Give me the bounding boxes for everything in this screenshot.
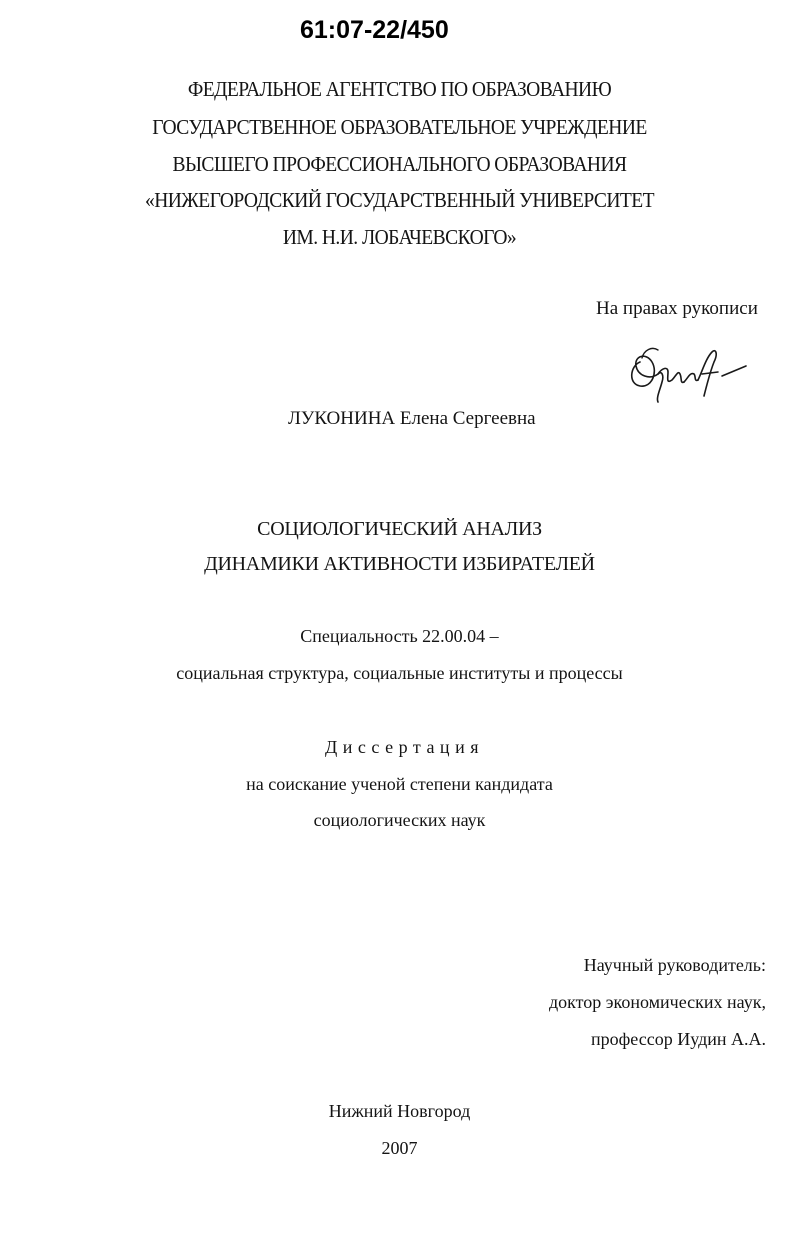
author-name: ЛУКОНИНА Елена Сергеевна: [288, 408, 536, 429]
header-line-agency: ФЕДЕРАЛЬНОЕ АГЕНТСТВО ПО ОБРАЗОВАНИЮ: [187, 77, 612, 101]
header-line-institution-type: ГОСУДАРСТВЕННОЕ ОБРАЗОВАТЕЛЬНОЕ УЧРЕЖДЕНИЕ: [152, 115, 647, 139]
year: 2007: [381, 1138, 418, 1158]
supervisor-name: профессор Иудин А.А.: [591, 1029, 766, 1049]
degree-line-2: социологических наук: [313, 810, 486, 830]
archive-stamp-code: 61:07-22/450: [300, 16, 449, 44]
thesis-title-line-2: ДИНАМИКИ АКТИВНОСТИ ИЗБИРАТЕЛЕЙ: [204, 553, 595, 575]
city: Нижний Новгород: [328, 1101, 471, 1121]
specialty-code: Специальность 22.00.04 –: [300, 626, 499, 646]
supervisor-label: Научный руководитель:: [583, 955, 766, 975]
thesis-title-line-1: СОЦИОЛОГИЧЕСКИЙ АНАЛИЗ: [257, 518, 542, 540]
header-line-education-level: ВЫСШЕГО ПРОФЕССИОНАЛЬНОГО ОБРАЗОВАНИЯ: [172, 152, 627, 176]
handwritten-signature: [622, 332, 752, 404]
rights-notice: На правах рукописи: [596, 298, 758, 319]
header-line-university-name: ИМ. Н.И. ЛОБАЧЕВСКОГО»: [282, 225, 517, 249]
degree-line-1: на соискание ученой степени кандидата: [246, 774, 553, 794]
dissertation-heading: Диссертация: [325, 737, 484, 757]
supervisor-degree: доктор экономических наук,: [549, 992, 766, 1012]
specialty-name: социальная структура, социальные институты и процессы: [176, 663, 623, 683]
header-line-university: «НИЖЕГОРОДСКИЙ ГОСУДАРСТВЕННЫЙ УНИВЕРСИТЕТ: [144, 188, 655, 212]
